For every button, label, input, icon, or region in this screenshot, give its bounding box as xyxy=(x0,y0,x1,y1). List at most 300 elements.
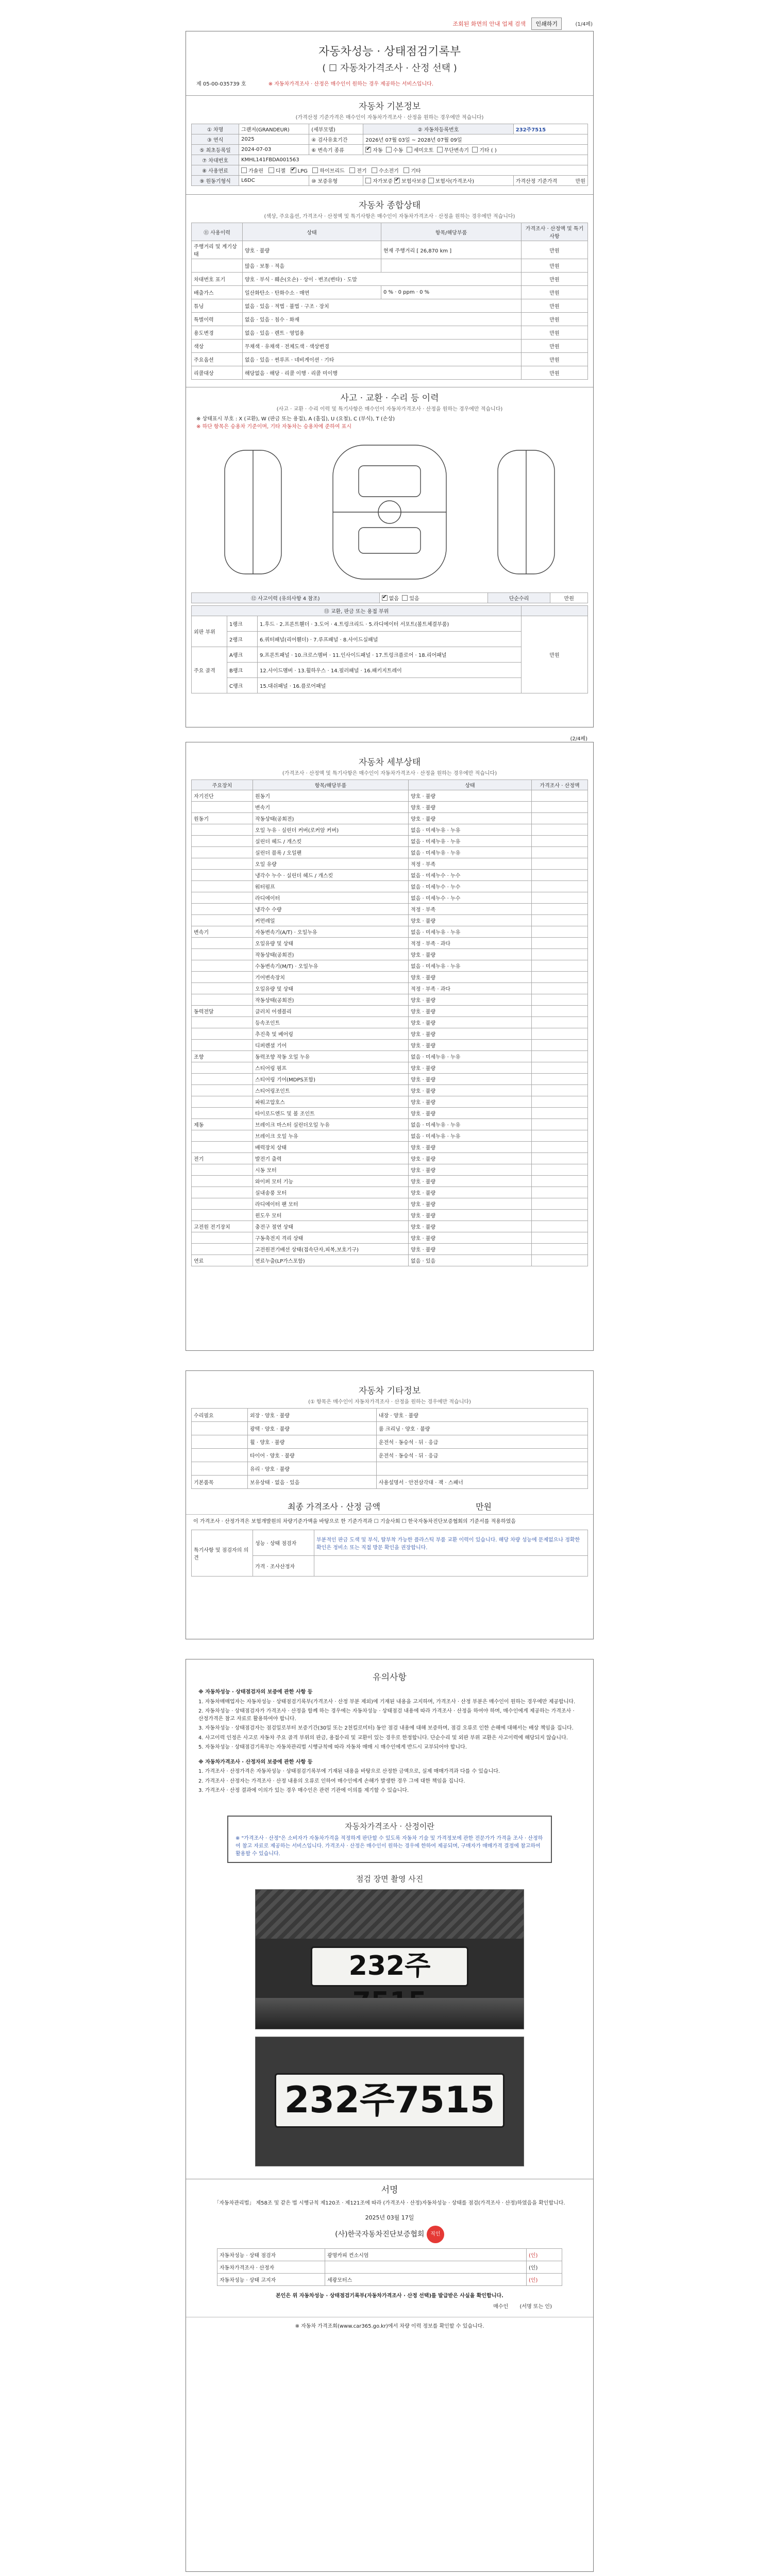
detail-item: 실린더 블록 / 오일팬 xyxy=(253,847,409,858)
detail-item: 파워고압호스 xyxy=(253,1096,409,1108)
detail-row xyxy=(192,847,588,858)
row-price: 만원 xyxy=(522,366,588,380)
vin: KMHL141FBDA001563 xyxy=(239,155,588,165)
detail-row xyxy=(192,1040,588,1051)
warning-text: 조회된 화면의 안내 업체 검색 xyxy=(452,21,526,27)
note-item: 1. 가격조사 · 산정가격은 자동차성능 · 상태점검기록부에 기재된 내용을 바탕으로 산정한 금액으로, 실제 매매가격과 다를 수 있습니다. xyxy=(198,1769,500,1774)
detail-group: 동력전달 xyxy=(192,1006,253,1017)
col-head: 가격조사 · 산정액 xyxy=(532,780,588,790)
opt: 가솔린 xyxy=(248,168,264,174)
row-state: 없음 · 있음 · 렌트 · 영업용 xyxy=(243,326,522,340)
accident-title: 사고 · 교환 · 수리 등 이력 xyxy=(186,387,593,404)
row-b: 운전석 · 동승석 · 뒤 · 응급 xyxy=(376,1449,587,1462)
detail-state: 양호 · 불량 xyxy=(409,1017,532,1028)
detail-price xyxy=(532,1164,588,1176)
row-price: 만원 xyxy=(522,286,588,299)
overall-title: 자동차 종합상태 xyxy=(186,194,593,212)
detail-group: 고전원 전기장치 xyxy=(192,1221,253,1232)
opt: 없음 xyxy=(389,596,399,602)
note-item: 1. 자동차매매업자는 자동차성능 · 상태점검기록부(가격조사 · 산정 부분 제외)에 기재된 내용을 고지하며, 가격조사 · 산정 부분은 매수인이 원하는 경우에만 제공합니다. xyxy=(198,1699,576,1705)
buyer-confirm: 본인은 위 자동차성능 · 상태점검기록부(자동차가격조사 · 산정 선택)를 발급받은 사실을 확인합니다. xyxy=(276,2293,503,2299)
detail-item: 냉각수 누수 · 실린더 헤드 / 개스킷 xyxy=(253,870,409,881)
detail-item: 고전원전기배선 상태(접속단자,피복,보호기구) xyxy=(253,1244,409,1255)
detail-price xyxy=(532,1244,588,1255)
row-state: 무채색 · 유채색 · 전체도색 · 색상변경 xyxy=(243,340,522,353)
detail-state: 양호 · 불량 xyxy=(409,1187,532,1198)
detail-title: 자동차 세부상태 xyxy=(358,757,421,768)
detail-item: 동력조향 작동 오일 누유 xyxy=(253,1051,409,1062)
detail-item: 워터펌프 xyxy=(253,881,409,892)
detail-item: 라디에이터 xyxy=(253,892,409,904)
accident-table xyxy=(191,592,588,603)
opt: 수소전기 xyxy=(379,168,399,174)
detail-item: 라디에이터 팬 모터 xyxy=(253,1198,409,1210)
checkbox xyxy=(365,178,371,183)
opt: 보험사보증 xyxy=(401,179,427,184)
signer-name: 세광모터스 xyxy=(325,2273,527,2285)
detail-state: 양호 · 불량 xyxy=(409,1153,532,1164)
company-stamp: 직인 xyxy=(427,2226,444,2243)
detail-item: 오일 유량 xyxy=(253,858,409,870)
detail-state: 양호 · 불량 xyxy=(409,1006,532,1017)
detail-item: 기어변속장치 xyxy=(253,972,409,983)
label: 단순수리 xyxy=(488,593,550,603)
label: ⑬ 교환, 판금 또는 용접 부위 xyxy=(192,606,522,616)
detail-price xyxy=(532,1017,588,1028)
detail-group xyxy=(192,1096,253,1108)
checkbox xyxy=(372,167,377,173)
checkbox xyxy=(268,167,274,173)
detail-state: 양호 · 불량 xyxy=(409,1244,532,1255)
detail-price xyxy=(532,892,588,904)
detail-group xyxy=(192,870,253,881)
detail-price xyxy=(532,1051,588,1062)
row-b xyxy=(376,1462,587,1476)
unit: 만원 xyxy=(575,179,585,184)
row-a: 광택 · 양호 · 불량 xyxy=(248,1422,377,1435)
detail-state: 양호 · 불량 xyxy=(409,949,532,960)
detail-state: 양호 · 불량 xyxy=(409,1210,532,1221)
opt: 세미오토 xyxy=(413,148,434,154)
checkbox xyxy=(349,167,355,173)
label: ⑤ 최초등록일 xyxy=(192,145,239,155)
detail-state: 없음 · 미세누유 · 누유 xyxy=(409,847,532,858)
row-label: 튜닝 xyxy=(192,299,243,313)
detail-item: 와이퍼 모터 기능 xyxy=(253,1176,409,1187)
detail-state: 없음 · 미세누유 · 누유 xyxy=(409,960,532,972)
col-head: 항목/해당부품 xyxy=(381,223,522,241)
detail-item: 타이로드엔드 및 볼 조인트 xyxy=(253,1108,409,1119)
service-box xyxy=(227,1816,552,1863)
detail-state: 양호 · 불량 xyxy=(409,1108,532,1119)
detail-row xyxy=(192,802,588,813)
row-a: 외장 · 양호 · 불량 xyxy=(248,1409,377,1422)
detail-row xyxy=(192,1085,588,1096)
detail-item: 등속조인트 xyxy=(253,1017,409,1028)
detail-row xyxy=(192,904,588,915)
notes-heading: ※ 자동차가격조사 · 산정자의 보증에 관한 사항 등 xyxy=(198,1759,313,1765)
opt: 전기 xyxy=(357,168,367,174)
record-notice: ※ 자동차가격조사 · 산정은 매수인이 원하는 경우 제공하는 서비스입니다. xyxy=(268,81,434,87)
detail-item: 스티어링조인트 xyxy=(253,1085,409,1096)
detail-state: 없음 · 미세누수 · 누수 xyxy=(409,881,532,892)
detail-state: 양호 · 불량 xyxy=(409,1232,532,1244)
opt: 무단변속기 xyxy=(444,148,469,154)
checkbox xyxy=(365,147,371,152)
detail-group xyxy=(192,1062,253,1074)
detail-row xyxy=(192,1096,588,1108)
detail-state: 양호 · 불량 xyxy=(409,1062,532,1074)
other-title: 자동차 기타정보 xyxy=(358,1386,421,1396)
row-price: 만원 xyxy=(522,299,588,313)
bottom-note: ※ 자동차 가격조회(www.car365.go.kr)에서 차량 이력 정보를 확인할 수 있습니다. xyxy=(186,2317,593,2333)
detail-group xyxy=(192,1028,253,1040)
label: (세부모델) xyxy=(309,124,363,134)
col-head: 주요장치 xyxy=(192,780,253,790)
detail-group xyxy=(192,960,253,972)
checkbox xyxy=(402,595,408,601)
label: ⑫ 사고이력 (유의사항 4 참조) xyxy=(192,593,380,603)
detail-row xyxy=(192,983,588,994)
detail-note: (가격조사 · 산정액 및 특기사항은 매수인이 자동차가격조사 · 산정을 원하는 경우에만 적습니다) xyxy=(282,771,497,776)
sign-law: 「자동차관리법」 제58조 및 같은 법 시행규칙 제120조 · 제121조에 따라 (가격조사 · 산정)자동차성능 · 상태를 점검(가격조사 · 산정)하였음을 확인합니다. xyxy=(214,2200,565,2206)
detail-row xyxy=(192,994,588,1006)
row-state: 많음 · 보통 · 적음 xyxy=(243,259,381,273)
detail-group: 조향 xyxy=(192,1051,253,1062)
row-label xyxy=(192,1422,248,1435)
final-price-row xyxy=(191,1500,588,1512)
final-unit: 만원 xyxy=(476,1502,492,1512)
label: C랭크 xyxy=(227,678,258,693)
note-item: 2. 가격조사 · 산정자는 가격조사 · 산정 내용의 오류로 인하여 매수인에게 손해가 발생한 경우 그에 대한 책임을 집니다. xyxy=(198,1778,465,1784)
note-item: 3. 가격조사 · 산정 결과에 이의가 있는 경우 매수인은 관련 기관에 이의를 제기할 수 있습니다. xyxy=(198,1788,409,1793)
service-title: 자동차가격조사 · 산정이란 xyxy=(345,1821,434,1831)
detail-price xyxy=(532,1198,588,1210)
record-title: 자동차성능 · 상태점검기록부 xyxy=(318,45,461,58)
detail-price xyxy=(532,1153,588,1164)
page-indicator: (1/4페) xyxy=(575,22,593,27)
basic-info-title: 자동차 기본정보 xyxy=(186,95,593,113)
label: ⑩ 보증유형 xyxy=(309,176,363,186)
page-2 xyxy=(186,742,594,1351)
detail-price xyxy=(532,1108,588,1119)
row-label: 특별이력 xyxy=(192,313,243,326)
first-registration: 2024-07-03 xyxy=(239,145,309,155)
appraiser-opinion xyxy=(314,1556,588,1577)
detail-group xyxy=(192,1210,253,1221)
detail-item: 충전구 절연 상태 xyxy=(253,1221,409,1232)
detail-group xyxy=(192,1176,253,1187)
detail-item: 브레이크 마스터 실린더오일 누유 xyxy=(253,1119,409,1130)
row-detail: 0 % · 0 ppm · 0 % xyxy=(381,286,522,299)
print-button[interactable]: 인쇄하기 xyxy=(531,18,562,30)
detail-item: 실린더 헤드 / 개스킷 xyxy=(253,836,409,847)
detail-row xyxy=(192,1232,588,1244)
label: 2랭크 xyxy=(227,632,258,647)
detail-price xyxy=(532,1210,588,1221)
detail-row xyxy=(192,960,588,972)
row-a: 유리 · 양호 · 불량 xyxy=(248,1462,377,1476)
detail-row xyxy=(192,1017,588,1028)
opt: 수동 xyxy=(393,148,404,154)
detail-item: 배력장치 상태 xyxy=(253,1142,409,1153)
notes-heading: ※ 자동차성능 · 상태점검자의 보증에 관한 사항 등 xyxy=(198,1689,313,1695)
row-b: 룸 크리닝 · 양호 · 불량 xyxy=(376,1422,587,1435)
row-price: 만원 xyxy=(522,313,588,326)
detail-item: 수동변속기(M/T) · 오일누유 xyxy=(253,960,409,972)
row-label: 차대번호 표기 xyxy=(192,273,243,286)
row-state: 양호 · 불량 xyxy=(243,241,381,259)
front-photo xyxy=(255,1889,524,2029)
label: 1랭크 xyxy=(227,616,258,632)
detail-state: 없음 · 미세누유 · 누유 xyxy=(409,836,532,847)
detail-price xyxy=(532,1221,588,1232)
sign-company-row xyxy=(186,2226,593,2243)
label: ⑨ 원동기형식 xyxy=(192,176,239,186)
detail-row xyxy=(192,836,588,847)
detail-table xyxy=(191,779,588,1266)
sign-date: 2025년 03월 17일 xyxy=(365,2214,414,2221)
detail-state: 없음 · 미세누수 · 누수 xyxy=(409,892,532,904)
detail-group xyxy=(192,1142,253,1153)
top-bar xyxy=(186,18,593,30)
rank-items: 9.프론트패널 · 10.크로스멤버 · 11.인사이드패널 · 17.트렁크플로어 · 18.리어패널 xyxy=(258,647,522,663)
detail-price xyxy=(532,824,588,836)
detail-row xyxy=(192,1119,588,1130)
detail-group xyxy=(192,904,253,915)
grille-pattern xyxy=(256,1890,524,1939)
detail-item: 윈도우 모터 xyxy=(253,1210,409,1221)
detail-row xyxy=(192,1108,588,1119)
notes-title: 유의사항 xyxy=(373,1672,407,1683)
detail-item: 변속기 xyxy=(253,802,409,813)
detail-row xyxy=(192,1244,588,1255)
checkbox xyxy=(437,147,443,152)
detail-price xyxy=(532,1232,588,1244)
checkbox xyxy=(312,167,318,173)
col-head: 가격조사 · 산정액 및 특기사항 xyxy=(522,223,588,241)
opt: 기타 xyxy=(411,168,421,174)
detail-state: 양호 · 불량 xyxy=(409,1085,532,1096)
detail-price xyxy=(532,802,588,813)
detail-group xyxy=(192,1198,253,1210)
row-b: 사용설명서 · 안전삼각대 · 잭 · 스패너 xyxy=(376,1476,587,1489)
detail-state: 양호 · 불량 xyxy=(409,1164,532,1176)
detail-price xyxy=(532,1176,588,1187)
detail-row xyxy=(192,1062,588,1074)
detail-state: 없음 · 미세누유 · 누유 xyxy=(409,824,532,836)
checkbox xyxy=(394,178,400,183)
inspection-validity: 2026년 07월 03일 ~ 2028년 07월 09일 xyxy=(363,134,588,145)
detail-price xyxy=(532,904,588,915)
final-note: 이 가격조사 · 산정가격은 보험개발원의 차량기준가액을 바탕으로 한 기준가격과 ☐ 기술사회 ☐ 한국자동차진단보증협회의 기준서를 적용하였음 xyxy=(186,1514,593,1527)
detail-item: 디퍼렌셜 기어 xyxy=(253,1040,409,1051)
final-title: 최종 가격조사 · 산정 금액 xyxy=(287,1502,380,1512)
label: 자동차성능 · 상태 점검자 xyxy=(217,2248,325,2261)
label: ⑧ 사용연료 xyxy=(192,165,239,176)
detail-state: 적정 · 부족 xyxy=(409,904,532,915)
row-state: 없음 · 있음 · 썬루프 · 네비게이션 · 기타 xyxy=(243,353,522,366)
signers-table xyxy=(217,2248,562,2286)
detail-row xyxy=(192,1255,588,1266)
detail-price xyxy=(532,994,588,1006)
opt: 보험사(가격조사) xyxy=(435,179,474,184)
detail-state: 양호 · 불량 xyxy=(409,1176,532,1187)
col-head: 상태 xyxy=(409,780,532,790)
detail-item: 원동기 xyxy=(253,790,409,802)
detail-price xyxy=(532,983,588,994)
other-table xyxy=(191,1408,588,1489)
row-price: 만원 xyxy=(522,259,588,273)
detail-row xyxy=(192,1210,588,1221)
detail-item: 오일유량 및 상태 xyxy=(253,938,409,949)
accident-note: (사고 · 교환 · 수리 이력 및 특기사항은 매수인이 자동차가격조사 · 산정을 원하는 경우에만 적습니다) xyxy=(276,406,503,412)
detail-row xyxy=(192,1130,588,1142)
detail-price xyxy=(532,1119,588,1130)
rear-photo xyxy=(255,2037,524,2166)
detail-price xyxy=(532,1255,588,1266)
detail-price xyxy=(532,972,588,983)
label: 가격 · 조사산정자 xyxy=(253,1556,314,1577)
row-label xyxy=(192,1462,248,1476)
detail-item: 작동상태(공회전) xyxy=(253,994,409,1006)
detail-state: 양호 · 불량 xyxy=(409,1028,532,1040)
label: A랭크 xyxy=(227,647,258,663)
detail-price xyxy=(532,949,588,960)
detail-state: 양호 · 불량 xyxy=(409,994,532,1006)
detail-group xyxy=(192,1040,253,1051)
signer-name xyxy=(325,2261,527,2273)
label: 자동차성능 · 상태 고지자 xyxy=(217,2273,325,2285)
detail-item: 연료누출(LP가스포함) xyxy=(253,1255,409,1266)
row-a: 타이어 · 양호 · 불량 xyxy=(248,1449,377,1462)
sign-mark: (인) xyxy=(527,2273,562,2285)
label: ③ 연식 xyxy=(192,134,239,145)
detail-row xyxy=(192,915,588,926)
detail-state: 양호 · 불량 xyxy=(409,1074,532,1085)
detail-group xyxy=(192,881,253,892)
detail-group xyxy=(192,1164,253,1176)
detail-group xyxy=(192,938,253,949)
detail-price xyxy=(532,813,588,824)
signer-name: 광명카피 컨소시엄 xyxy=(325,2248,527,2261)
detail-price xyxy=(532,1028,588,1040)
detail-item: 발전기 출력 xyxy=(253,1153,409,1164)
rank-items: 1.후드 · 2.프론트휀더 · 3.도어 · 4.트렁크리드 · 5.라디에이터 서포트(볼트체결부품) xyxy=(258,616,522,632)
detail-row xyxy=(192,1221,588,1232)
detail-row xyxy=(192,1142,588,1153)
row-state: 양호 · 부식 · 훼손(오손) · 상이 · 변조(변타) · 도말 xyxy=(243,273,522,286)
basic-info-table xyxy=(191,124,588,186)
photo-title: 점검 장면 촬영 사진 xyxy=(356,1874,424,1884)
detail-item: 오일유량 및 상태 xyxy=(253,983,409,994)
detail-price xyxy=(532,870,588,881)
detail-price xyxy=(532,790,588,802)
detail-item: 커먼레일 xyxy=(253,915,409,926)
notes-block xyxy=(186,1684,593,1800)
detail-price xyxy=(532,836,588,847)
fuel-options xyxy=(239,165,588,176)
detail-group xyxy=(192,1232,253,1244)
detail-state: 없음 · 미세누유 · 누유 xyxy=(409,1130,532,1142)
buyer-sign-row xyxy=(186,2299,593,2313)
row-label: 용도변경 xyxy=(192,326,243,340)
sign-title: 서명 xyxy=(186,2179,593,2196)
detail-state: 양호 · 불량 xyxy=(409,790,532,802)
note-item: 3. 자동차성능 · 상태점검자는 점검일로부터 보증기간(30일 또는 2천킬로미터) 동안 점검 내용에 대해 보증하며, 점검 오류로 인한 손해에 대해서는 배상 책임을 집니다. xyxy=(198,1725,574,1731)
detail-row xyxy=(192,949,588,960)
detail-state: 적정 · 부족 · 과다 xyxy=(409,938,532,949)
detail-item: 시동 모터 xyxy=(253,1164,409,1176)
page-number-2: (2/4페) xyxy=(570,736,587,742)
detail-item: 오일 누유 · 실린더 커버(로커암 커버) xyxy=(253,824,409,836)
detail-item: 스티어링 펌프 xyxy=(253,1062,409,1074)
service-text: ※ "가격조사 · 산정"은 소비자가 자동차가격을 적정하게 판단할 수 있도록 자동차 기술 및 가격정보에 관한 전문가가 가격을 조사 · 산정하여 참고 자료로 제공하는 서비스입니다. 가격조사 · 산정은 매수인이 원하는 경우에 한하여 제공되며, 구매자가 매매가격 결정에 참고하여 활용할 수 있습니다. xyxy=(236,1835,543,1857)
detail-state: 양호 · 불량 xyxy=(409,1096,532,1108)
detail-state: 적정 · 부족 · 과다 xyxy=(409,983,532,994)
page-1 xyxy=(186,31,594,727)
detail-row xyxy=(192,1006,588,1017)
row-a: 휠 · 양호 · 불량 xyxy=(248,1435,377,1449)
label: 가격산정 기준가격 xyxy=(515,179,558,184)
col-head: 항목/해당부품 xyxy=(253,780,409,790)
row-state: 없음 · 있음 · 적법 · 불법 · 구조 · 장치 xyxy=(243,299,522,313)
checkbox xyxy=(428,178,434,183)
row-label: 색상 xyxy=(192,340,243,353)
detail-group xyxy=(192,847,253,858)
detail-price xyxy=(532,1006,588,1017)
detail-group xyxy=(192,892,253,904)
detail-group xyxy=(192,915,253,926)
detail-item: 구동축전지 격리 상태 xyxy=(253,1232,409,1244)
detail-row xyxy=(192,892,588,904)
opinion-table xyxy=(191,1530,588,1577)
col-head: ⑪ 사용이력 xyxy=(192,223,243,241)
detail-item: 클러치 어셈블리 xyxy=(253,1006,409,1017)
detail-group xyxy=(192,1244,253,1255)
row-state: 일산화탄소 · 탄화수소 · 매연 xyxy=(243,286,381,299)
detail-item: 스티어링 기어(MDPS포함) xyxy=(253,1074,409,1085)
detail-price xyxy=(532,1074,588,1085)
detail-price xyxy=(532,1142,588,1153)
detail-state: 양호 · 불량 xyxy=(409,1040,532,1051)
detail-group: 변속기 xyxy=(192,926,253,938)
col-head: 상태 xyxy=(243,223,381,241)
unit: 만원 xyxy=(550,593,588,603)
row-label: 기본품목 xyxy=(192,1476,248,1489)
row-price: 만원 xyxy=(522,273,588,286)
row-price: 만원 xyxy=(522,326,588,340)
detail-item: 작동상태(공회전) xyxy=(253,949,409,960)
detail-price xyxy=(532,1130,588,1142)
detail-group: 자기진단 xyxy=(192,790,253,802)
checkbox xyxy=(291,167,296,173)
transmission-options xyxy=(363,145,588,155)
label: ⑦ 차대번호 xyxy=(192,155,239,165)
opt: LPG xyxy=(297,168,308,174)
detail-price xyxy=(532,1062,588,1074)
detail-item: 자동변속기(A/T) · 오일누유 xyxy=(253,926,409,938)
detail-state: 양호 · 불량 xyxy=(409,1221,532,1232)
detail-row xyxy=(192,813,588,824)
label: ⑥ 변속기 종류 xyxy=(309,145,363,155)
detail-state: 없음 · 있음 xyxy=(409,1255,532,1266)
detail-state: 없음 · 미세누유 · 누유 xyxy=(409,1119,532,1130)
sign-company: (사)한국자동차진단보증협회 xyxy=(335,2230,425,2239)
detail-group: 연료 xyxy=(192,1255,253,1266)
detail-price xyxy=(532,858,588,870)
detail-row xyxy=(192,1176,588,1187)
